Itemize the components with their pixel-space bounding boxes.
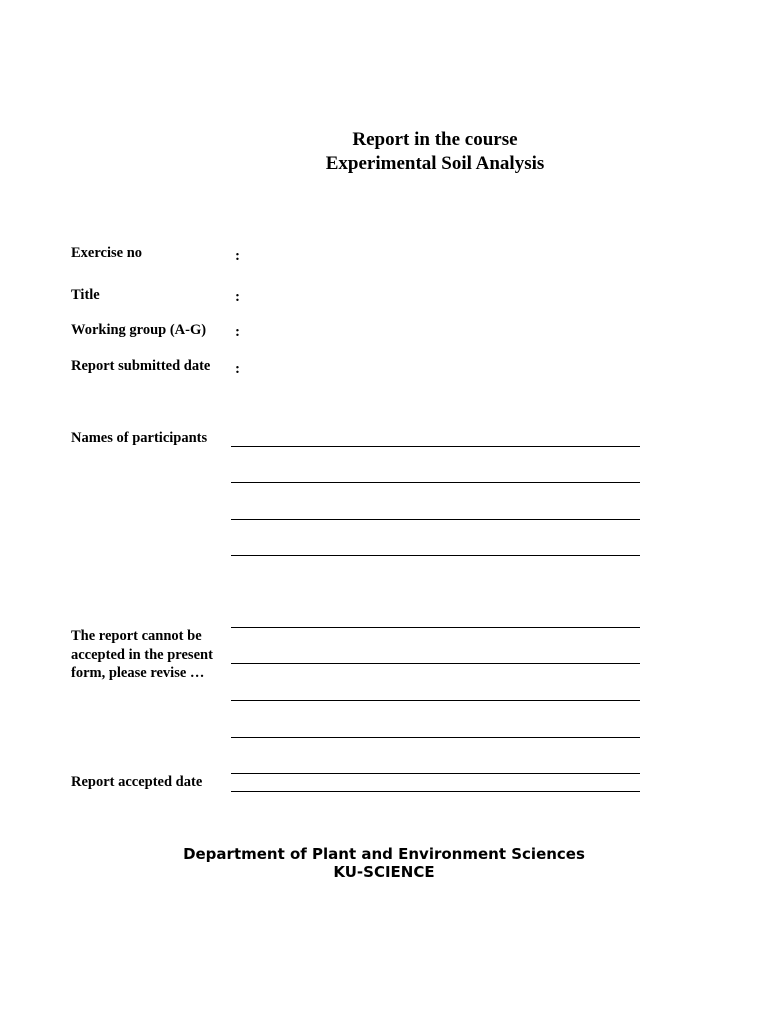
revision-line[interactable]: [231, 737, 640, 738]
participant-line[interactable]: [231, 446, 640, 447]
report-heading: [0, 128, 768, 176]
revision-label-line2: accepted in the present: [71, 646, 213, 663]
revision-label-line1: The report cannot be: [71, 628, 202, 644]
revision-line[interactable]: [231, 627, 640, 628]
revision-line[interactable]: [231, 700, 640, 701]
submitted-date-colon: :: [235, 361, 240, 377]
participant-line[interactable]: [231, 555, 640, 556]
faculty-name: KU-SCIENCE: [333, 863, 435, 881]
participant-line[interactable]: [231, 519, 640, 520]
department-name: Department of Plant and Environment Sciences: [183, 845, 585, 863]
working-group-colon: :: [235, 324, 240, 340]
accepted-date-line[interactable]: [231, 791, 640, 792]
revision-label-line3: form, please revise …: [71, 665, 205, 681]
participants-label: Names of participants: [71, 430, 208, 446]
exercise-no-label: Exercise no: [71, 245, 143, 261]
exercise-no-colon: :: [235, 248, 240, 264]
accepted-date-line-upper[interactable]: [231, 773, 640, 774]
accepted-date-label: Report accepted date: [71, 774, 203, 790]
participant-line[interactable]: [231, 482, 640, 483]
title-label: Title: [71, 287, 100, 303]
title-colon: :: [235, 289, 240, 305]
revision-line[interactable]: [231, 663, 640, 664]
working-group-label: Working group (A-G): [71, 322, 207, 338]
submitted-date-label: Report submitted date: [71, 358, 211, 374]
report-heading-line2: Experimental Soil Analysis: [325, 153, 545, 174]
footer: [0, 845, 768, 881]
report-heading-line1: Report in the course: [352, 129, 518, 150]
revision-label: [71, 627, 213, 683]
